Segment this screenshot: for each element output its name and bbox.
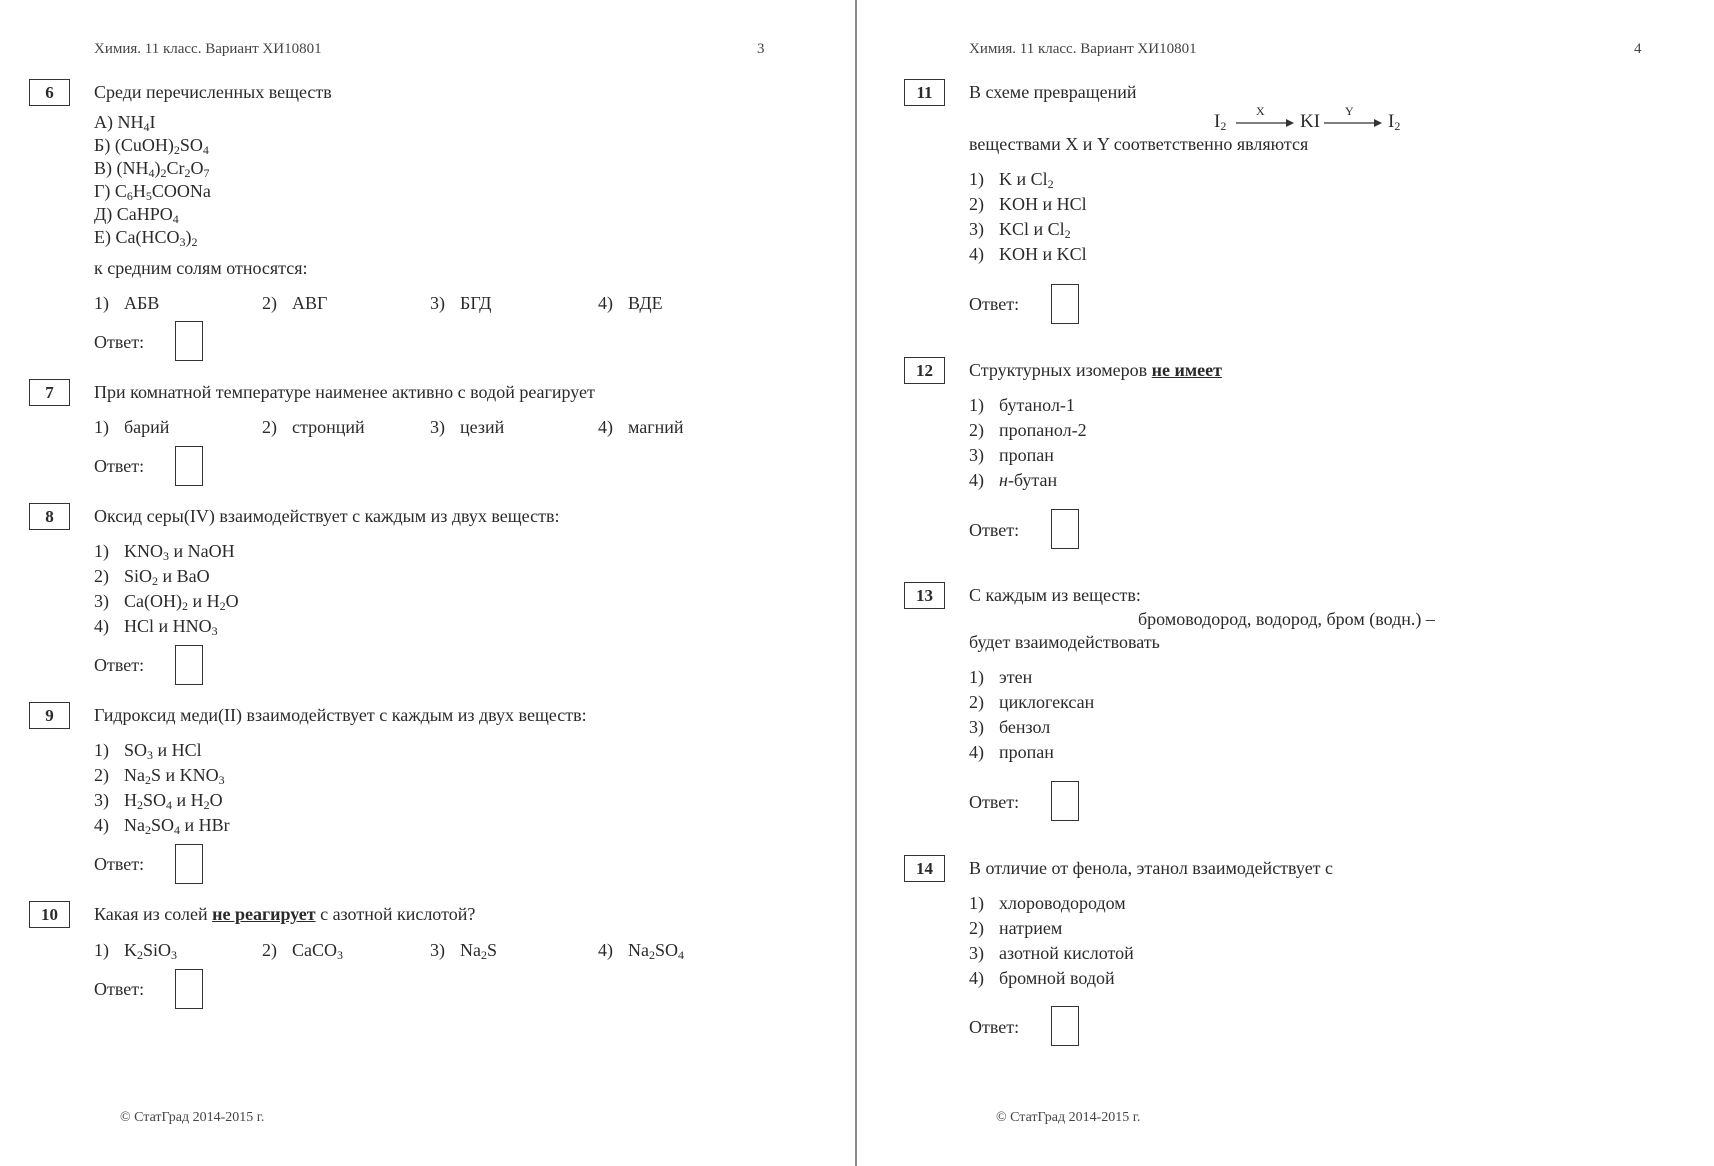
answer-option[interactable]: 1) АБВ bbox=[94, 293, 160, 313]
answer-option[interactable]: 1) этен bbox=[969, 667, 1033, 687]
answer-label: Ответ: bbox=[94, 456, 145, 476]
answer-box[interactable] bbox=[1051, 781, 1079, 821]
answer-box[interactable] bbox=[175, 844, 203, 884]
answer-label: Ответ: bbox=[94, 655, 145, 675]
question-number: 9 bbox=[29, 702, 70, 729]
substance-item: А) $NH_4I$ bbox=[94, 112, 156, 134]
right-page bbox=[858, 0, 1714, 1166]
substance-list: бромоводород, водород, бром (водн.) – bbox=[1138, 609, 1435, 629]
answer-label: Ответ: bbox=[969, 294, 1020, 314]
question-number: 7 bbox=[29, 379, 70, 406]
page-number: 4 bbox=[1634, 41, 1642, 57]
question-suffix: веществами X и Y соответственно являются bbox=[969, 134, 1309, 154]
answer-box[interactable] bbox=[1051, 509, 1079, 549]
answer-option[interactable]: 2) стронций bbox=[262, 417, 365, 437]
answer-option[interactable]: 1) хлороводородом bbox=[969, 893, 1126, 913]
answer-box[interactable] bbox=[1051, 1006, 1079, 1046]
page-footer: © СтатГрад 2014-2015 г. bbox=[996, 1110, 1141, 1125]
question-number: 14 bbox=[904, 855, 945, 882]
answer-option[interactable]: 2) циклогексан bbox=[969, 692, 1095, 712]
question-number: 13 bbox=[904, 582, 945, 609]
question-stem: Гидроксид меди(II) взаимодействует с каждым из двух веществ: bbox=[94, 705, 587, 725]
transformation-scheme bbox=[1214, 106, 1434, 136]
question-suffix: к средним солям относятся: bbox=[94, 258, 308, 278]
answer-option[interactable]: 4) $Na_2SO_4$ и HBr bbox=[94, 815, 230, 837]
answer-box[interactable] bbox=[175, 969, 203, 1009]
answer-box[interactable] bbox=[175, 645, 203, 685]
substance-item: Е) $Ca(HCO_3)_2$ bbox=[94, 227, 198, 249]
question-stem: Какая из солей не реагирует с азотной кислотой? bbox=[94, 904, 476, 924]
substance-item: Г) $C_6H_5COONa$ bbox=[94, 181, 211, 203]
arrow-icon bbox=[1324, 118, 1382, 128]
arrow-icon bbox=[1236, 118, 1294, 128]
answer-option[interactable]: 4) ВДЕ bbox=[598, 293, 663, 313]
answer-option[interactable]: 2) пропанол-2 bbox=[969, 420, 1087, 440]
answer-label: Ответ: bbox=[969, 520, 1020, 540]
answer-option[interactable]: 3) KCl и $Cl_2$ bbox=[969, 219, 1071, 241]
answer-option[interactable]: 2) $Na_2S$ и $KNO_3$ bbox=[94, 765, 225, 787]
question-number: 10 bbox=[29, 901, 70, 928]
answer-option[interactable]: 4) пропан bbox=[969, 742, 1054, 762]
question-stem: В отличие от фенола, этанол взаимодействует с bbox=[969, 858, 1334, 878]
page-header: Химия. 11 класс. Вариант ХИ10801 bbox=[94, 41, 322, 57]
answer-box[interactable] bbox=[175, 446, 203, 486]
answer-option[interactable]: 4) KOH и KCl bbox=[969, 244, 1087, 264]
answer-box[interactable] bbox=[175, 321, 203, 361]
question-number: 8 bbox=[29, 503, 70, 530]
answer-option[interactable]: 2) CaCO$_3$ bbox=[262, 940, 343, 962]
answer-label: Ответ: bbox=[94, 979, 145, 999]
left-page bbox=[0, 0, 856, 1166]
answer-option[interactable]: 3) $Na_2S$ bbox=[430, 940, 498, 962]
scheme-label-x: X bbox=[1256, 104, 1265, 118]
answer-option[interactable]: 4) HCl и $HNO_3$ bbox=[94, 616, 218, 638]
scheme-end: $I_2$ bbox=[1388, 111, 1401, 133]
answer-label: Ответ: bbox=[94, 854, 145, 874]
question-stem: Оксид серы(IV) взаимодействует с каждым из двух веществ: bbox=[94, 506, 560, 526]
scheme-middle: KI bbox=[1300, 111, 1321, 132]
answer-option[interactable]: 2) натрием bbox=[969, 918, 1063, 938]
page-footer: © СтатГрад 2014-2015 г. bbox=[120, 1110, 265, 1125]
question-stem: В схеме превращений bbox=[969, 82, 1137, 102]
answer-option[interactable]: 3) цезий bbox=[430, 417, 505, 437]
answer-label: Ответ: bbox=[94, 332, 145, 352]
answer-option[interactable]: 4) бромной водой bbox=[969, 968, 1115, 988]
answer-box[interactable] bbox=[1051, 284, 1079, 324]
answer-label: Ответ: bbox=[969, 1017, 1020, 1037]
answer-option[interactable]: 4) магний bbox=[598, 417, 684, 437]
answer-option[interactable]: 3) бензол bbox=[969, 717, 1051, 737]
answer-option[interactable]: 3) азотной кислотой bbox=[969, 943, 1134, 963]
answer-option[interactable]: 3) $H_2SO_4$ и $H_2O$ bbox=[94, 790, 223, 812]
answer-option[interactable]: 1) барий bbox=[94, 417, 170, 437]
question-number: 12 bbox=[904, 357, 945, 384]
question-number: 6 bbox=[29, 79, 70, 106]
answer-option[interactable]: 1) $SO_3$ и HCl bbox=[94, 740, 202, 762]
substance-item: Д) CaHPO$_4$ bbox=[94, 204, 179, 226]
scheme-label-y: Y bbox=[1345, 104, 1354, 118]
answer-option[interactable]: 2) KOH и HCl bbox=[969, 194, 1087, 214]
answer-option[interactable]: 2) SiO$_2$ и BaO bbox=[94, 566, 210, 588]
answer-label: Ответ: bbox=[969, 792, 1020, 812]
answer-option[interactable]: 4) н-бутан bbox=[969, 470, 1058, 490]
scheme-start: $I_2$ bbox=[1214, 111, 1227, 133]
page-number: 3 bbox=[757, 41, 765, 57]
answer-option[interactable]: 3) БГД bbox=[430, 293, 492, 313]
page-header: Химия. 11 класс. Вариант ХИ10801 bbox=[969, 41, 1197, 57]
question-stem: При комнатной температуре наименее активно с водой реагирует bbox=[94, 382, 595, 402]
substance-item: В) $(NH_4)_2Cr_2O_7$ bbox=[94, 158, 210, 180]
answer-option[interactable]: 1) $K_2SiO_3$ bbox=[94, 940, 178, 962]
question-stem: Среди перечисленных веществ bbox=[94, 82, 332, 102]
answer-option[interactable]: 2) АВГ bbox=[262, 293, 328, 313]
question-number: 11 bbox=[904, 79, 945, 106]
emphasized-text: не имеет bbox=[1151, 360, 1222, 380]
answer-option[interactable]: 1) бутанол-1 bbox=[969, 395, 1075, 415]
answer-option[interactable]: 4) $Na_2SO_4$ bbox=[598, 940, 685, 962]
answer-option[interactable]: 3) пропан bbox=[969, 445, 1054, 465]
answer-option[interactable]: 1) $KNO_3$ и NaOH bbox=[94, 541, 235, 563]
emphasized-text: не реагирует bbox=[212, 904, 316, 924]
answer-option[interactable]: 1) K и $Cl_2$ bbox=[969, 169, 1054, 191]
question-stem: С каждым из веществ: bbox=[969, 585, 1141, 605]
answer-option[interactable]: 3) $Ca(OH)_2$ и $H_2O$ bbox=[94, 591, 239, 613]
substance-item: Б) $(CuOH)_2SO_4$ bbox=[94, 135, 209, 157]
question-suffix: будет взаимодействовать bbox=[969, 632, 1160, 652]
question-stem: Структурных изомеров не имеет bbox=[969, 360, 1222, 380]
